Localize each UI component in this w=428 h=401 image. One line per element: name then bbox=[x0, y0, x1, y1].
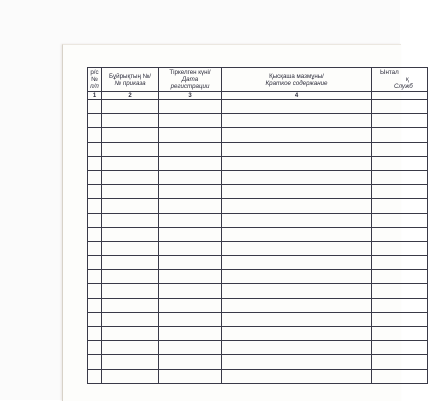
table-row bbox=[88, 227, 428, 241]
table-cell bbox=[102, 128, 159, 142]
column-header-service bbox=[372, 68, 428, 92]
table-cell bbox=[88, 241, 102, 255]
table-cell bbox=[159, 227, 222, 241]
table-cell bbox=[372, 185, 428, 199]
table-cell bbox=[102, 213, 159, 227]
table-row bbox=[88, 156, 428, 170]
table-cell bbox=[159, 369, 222, 383]
table-cell bbox=[159, 298, 222, 312]
header-line: № bbox=[91, 76, 98, 83]
table-cell bbox=[102, 298, 159, 312]
table-cell bbox=[102, 241, 159, 255]
table-cell bbox=[372, 369, 428, 383]
table-cell bbox=[88, 327, 102, 341]
table-cell bbox=[159, 355, 222, 369]
table-cell bbox=[102, 156, 159, 170]
table-cell bbox=[102, 355, 159, 369]
table-cell bbox=[159, 256, 222, 270]
table-row bbox=[88, 369, 428, 383]
column-header-index bbox=[88, 68, 102, 92]
table-cell bbox=[88, 170, 102, 184]
table-cell bbox=[102, 114, 159, 128]
table-cell bbox=[88, 114, 102, 128]
table-row bbox=[88, 185, 428, 199]
table-cell bbox=[102, 227, 159, 241]
header-row bbox=[88, 68, 428, 92]
table-cell bbox=[372, 241, 428, 255]
table-cell bbox=[88, 128, 102, 142]
table-cell bbox=[372, 128, 428, 142]
table-row bbox=[88, 312, 428, 326]
column-number-row bbox=[88, 92, 428, 100]
table-row bbox=[88, 298, 428, 312]
table-cell bbox=[88, 227, 102, 241]
table-cell bbox=[222, 270, 372, 284]
table-cell bbox=[102, 185, 159, 199]
table-cell bbox=[159, 185, 222, 199]
table-row bbox=[88, 142, 428, 156]
table-cell bbox=[372, 142, 428, 156]
table-row bbox=[88, 241, 428, 255]
table-cell bbox=[372, 170, 428, 184]
table-cell bbox=[222, 312, 372, 326]
table-cell bbox=[372, 199, 428, 213]
table-cell bbox=[102, 270, 159, 284]
header-line: Тіркелген күні/ bbox=[169, 69, 211, 76]
table-cell bbox=[88, 355, 102, 369]
table-cell bbox=[159, 270, 222, 284]
header-line: Краткое содержание bbox=[265, 79, 328, 87]
table-cell bbox=[372, 156, 428, 170]
order-registration-table bbox=[87, 67, 428, 384]
table-cell bbox=[102, 199, 159, 213]
table-cell bbox=[102, 100, 159, 114]
header-line: № приказа bbox=[114, 79, 146, 87]
table-cell bbox=[372, 312, 428, 326]
table-cell bbox=[88, 284, 102, 298]
table-cell bbox=[88, 270, 102, 284]
table-cell bbox=[102, 256, 159, 270]
header-line: Бұйрықтың №/ bbox=[109, 72, 151, 80]
header-line: Ынтал bbox=[380, 69, 399, 76]
table-cell bbox=[159, 341, 222, 355]
table-row bbox=[88, 284, 428, 298]
table-cell bbox=[88, 256, 102, 270]
table-cell bbox=[372, 355, 428, 369]
table-cell bbox=[102, 312, 159, 326]
table-cell bbox=[222, 284, 372, 298]
header-line: р/с bbox=[90, 69, 99, 76]
table-cell bbox=[159, 128, 222, 142]
table-cell bbox=[222, 241, 372, 255]
table-cell bbox=[88, 142, 102, 156]
table-cell bbox=[372, 213, 428, 227]
table-cell bbox=[222, 227, 372, 241]
table-row bbox=[88, 270, 428, 284]
table-row bbox=[88, 114, 428, 128]
table-cell bbox=[88, 298, 102, 312]
table-cell bbox=[372, 327, 428, 341]
column-number: 4 bbox=[222, 92, 372, 100]
table-row bbox=[88, 355, 428, 369]
table-cell bbox=[88, 341, 102, 355]
table-row bbox=[88, 256, 428, 270]
table-row bbox=[88, 341, 428, 355]
table-cell bbox=[88, 213, 102, 227]
table-cell bbox=[102, 284, 159, 298]
table-body bbox=[88, 100, 428, 384]
table-cell bbox=[102, 341, 159, 355]
table-cell bbox=[159, 241, 222, 255]
table-cell bbox=[102, 142, 159, 156]
table-cell bbox=[222, 298, 372, 312]
table-cell bbox=[222, 213, 372, 227]
table-cell bbox=[222, 185, 372, 199]
table-cell bbox=[159, 312, 222, 326]
table-cell bbox=[222, 355, 372, 369]
table-row bbox=[88, 213, 428, 227]
header-line: Служб bbox=[394, 83, 413, 90]
column-number: 1 bbox=[88, 92, 102, 100]
table-cell bbox=[372, 256, 428, 270]
table-cell bbox=[88, 369, 102, 383]
column-header-registration-date bbox=[159, 68, 222, 92]
table-cell bbox=[159, 199, 222, 213]
column-number: 3 bbox=[159, 92, 222, 100]
table-cell bbox=[159, 142, 222, 156]
table-cell bbox=[222, 128, 372, 142]
table-cell bbox=[222, 156, 372, 170]
table-cell bbox=[159, 170, 222, 184]
table-cell bbox=[222, 170, 372, 184]
column-header-summary bbox=[222, 68, 372, 92]
table-cell bbox=[372, 114, 428, 128]
header-line: п/п bbox=[90, 83, 99, 90]
column-number: 2 bbox=[102, 92, 159, 100]
table-cell bbox=[222, 256, 372, 270]
table-cell bbox=[372, 227, 428, 241]
table-cell bbox=[222, 142, 372, 156]
table-cell bbox=[222, 369, 372, 383]
table-row bbox=[88, 128, 428, 142]
table-cell bbox=[372, 298, 428, 312]
table-cell bbox=[159, 284, 222, 298]
table-row bbox=[88, 199, 428, 213]
table-cell bbox=[102, 327, 159, 341]
column-number bbox=[372, 92, 428, 100]
table-cell bbox=[88, 156, 102, 170]
table-cell bbox=[222, 114, 372, 128]
table-cell bbox=[159, 114, 222, 128]
table-cell bbox=[222, 199, 372, 213]
table-cell bbox=[88, 185, 102, 199]
table-cell bbox=[88, 199, 102, 213]
table-cell bbox=[102, 170, 159, 184]
table-cell bbox=[159, 327, 222, 341]
table-cell bbox=[372, 341, 428, 355]
table-row bbox=[88, 170, 428, 184]
table-cell bbox=[372, 100, 428, 114]
table-cell bbox=[88, 100, 102, 114]
table-row bbox=[88, 327, 428, 341]
table-cell bbox=[88, 312, 102, 326]
table-cell bbox=[222, 341, 372, 355]
table-cell bbox=[159, 100, 222, 114]
table-cell bbox=[372, 284, 428, 298]
table-row bbox=[88, 100, 428, 114]
column-header-order-number bbox=[102, 68, 159, 92]
header-line: қ bbox=[406, 76, 409, 83]
header-line: Дата bbox=[181, 76, 199, 83]
table-cell bbox=[372, 270, 428, 284]
table-cell bbox=[222, 100, 372, 114]
header-line: Қысқаша мазмұны/ bbox=[269, 72, 324, 80]
table-cell bbox=[102, 369, 159, 383]
table-cell bbox=[159, 156, 222, 170]
header-line: регистрации bbox=[170, 83, 210, 90]
table-cell bbox=[159, 213, 222, 227]
table-cell bbox=[222, 327, 372, 341]
